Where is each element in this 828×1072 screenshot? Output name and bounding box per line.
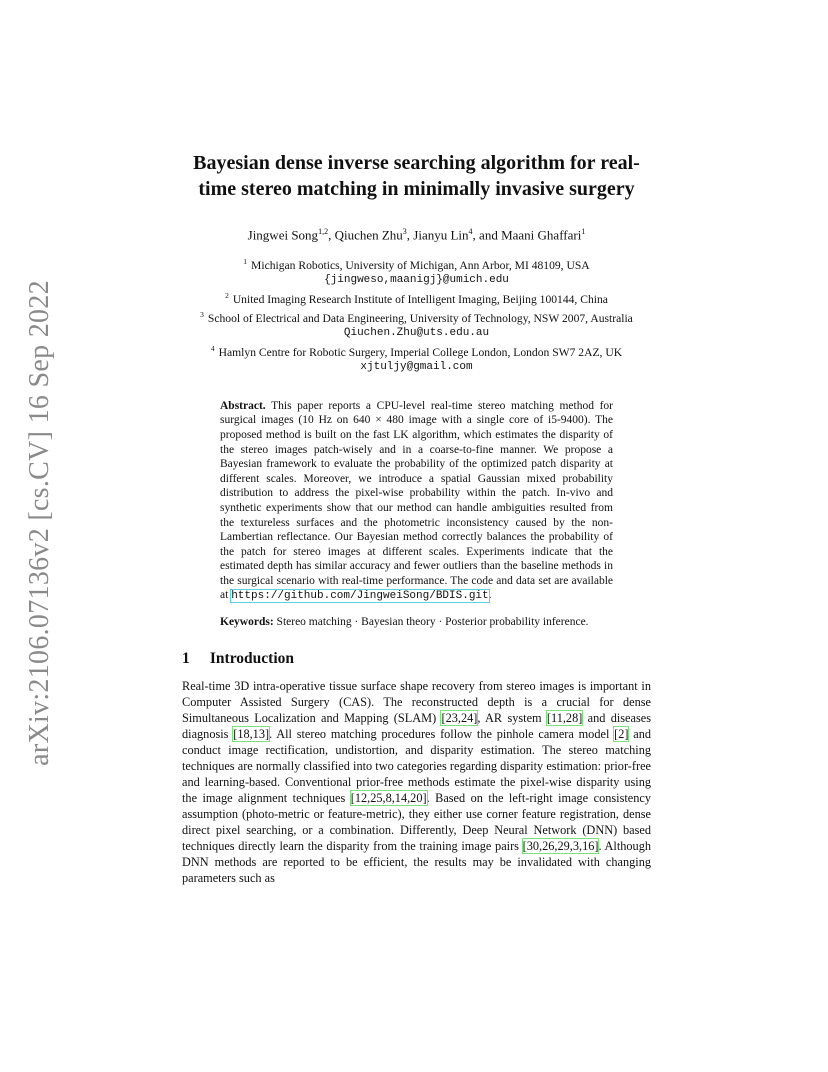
affiliation-number: 2 (225, 291, 229, 301)
paper-title: Bayesian dense inverse searching algorithm for real-time stereo matching in minimally invasive surgery (193, 152, 640, 200)
author-name: Jingwei Song (247, 227, 319, 243)
citation-link[interactable]: [18,13] (233, 727, 270, 742)
citation-link[interactable]: [23,24] (441, 711, 478, 726)
citation-link[interactable]: [11,28] (546, 711, 583, 726)
citation-link[interactable]: [30,26,29,3,16] (522, 839, 599, 854)
keywords-label: Keywords: (220, 616, 274, 629)
affiliation (182, 254, 651, 273)
author-name: Jianyu Lin (413, 227, 469, 243)
intro-text: . All stereo matching procedures follow the pinhole camera model (269, 727, 615, 742)
section-heading (182, 650, 651, 668)
author-affiliation-mark: 1 (581, 227, 586, 236)
code-repository-link[interactable]: https://github.com/JingweiSong/BDIS.git (231, 590, 489, 603)
affiliation-number: 3 (200, 310, 204, 320)
intro-text: . Based on the left-right image consistency assumption (photo-metric or feature-metric), they either use corner feature registration, dense direct pixel searching, or a combination. Differently, Deep Neural Network (DNN) based techniques directly learn the disparity from the training image pairs (182, 791, 651, 854)
keywords (220, 616, 613, 628)
author-name: Qiuchen Zhu (334, 227, 403, 243)
intro-text: , AR system (477, 711, 547, 726)
affiliation-number: 4 (210, 343, 215, 353)
intro-text: and diseases diagnosis (182, 711, 652, 742)
abstract-label: Abstract. (220, 399, 266, 412)
author-affiliation-mark: 1,2 (318, 227, 329, 236)
affiliation-list (182, 254, 651, 374)
author-separator: , and (472, 227, 502, 243)
affiliation-text: School of Electrical and Data Engineering, University of Technology, NSW 2007, Australia (207, 311, 633, 325)
affiliation (182, 307, 651, 326)
author-separator: , (406, 227, 414, 243)
arxiv-identifier-stamp (22, 280, 58, 766)
intro-text: . Although DNN methods are reported to be efficient, the results may be invalidated with changing parameters such as (182, 839, 651, 886)
author-affiliation-mark: 3 (402, 227, 407, 236)
keywords-text: Stereo matching · Bayesian theory · Posterior probability inference. (276, 616, 589, 629)
arxiv-stamp-text: arXiv:2106.07136v2 [cs.CV] 16 Sep 2022 (24, 280, 55, 766)
affiliation-text: Hamlyn Centre for Robotic Surgery, Imperial College London, London SW7 2AZ, UK (218, 345, 623, 359)
affiliation-text: United Imaging Research Institute of Intelligent Imaging, Beijing 100144, China (232, 293, 608, 307)
abstract (220, 399, 613, 604)
paper-page (182, 150, 651, 886)
affiliation (182, 288, 651, 307)
affiliation (182, 341, 651, 360)
author-name: Maani Ghaffari (501, 227, 582, 243)
author-list (182, 227, 651, 243)
abstract-text: This paper reports a CPU-level real-time stereo matching method for surgical images (10 Hz on 640 × 480 image with a single core of i5-9400). The proposed method is built on the fast LK algorithm, which estimates the disparity of the stereo images patch-wisely and in a coarse-to-fine manner. We propose a Bayesian framework to evaluate the probability of the optimized patch disparity at different scales. Moreover, we introduce a spatial Gaussian mixed probability distribution to address the pixel-wise probability within the patch. In-vivo and synthetic experiments show that our method can handle ambiguities resulted from the textureless surfaces and the photometric inconsistency caused by the non-Lambertian reflectance. Our Bayesian method correctly balances the probability of the patch for stereo images at different scales. Experiments indicate that the estimated depth has similar accuracy and fewer outliers than the baseline methods in the surgical scenario with real-time performance. The code and data set are available at (220, 399, 614, 602)
citation-link[interactable]: [2] (614, 727, 629, 742)
author-affiliation-mark: 4 (468, 227, 473, 236)
citation-link[interactable]: [12,25,8,14,20] (350, 791, 427, 806)
section-number: 1 (182, 650, 190, 668)
author-separator: , (328, 227, 335, 243)
intro-text: and conduct image rectification, undistortion, and disparity estimation. The stereo matching techniques are normally classified into two categories regarding disparity estimation: prior-free and learning-based. Conventional prior-free methods estimate the pixel-wise disparity using the image alignment techniques (182, 727, 651, 806)
affiliation-email: xjtuljy@gmail.com (360, 360, 473, 373)
section-title: Introduction (209, 650, 294, 668)
abstract-end: . (488, 589, 492, 602)
affiliation-email: {jingweso,maanigj}@umich.edu (324, 274, 509, 287)
affiliation-email: Qiuchen.Zhu@uts.edu.au (343, 326, 490, 339)
intro-text: Real-time 3D intra-operative tissue surface shape recovery from stereo images is important in Computer Assisted Surgery (CAS). The reconstructed depth is a crucial for dense Simultaneous Localization and Mapping (SLAM) (182, 679, 651, 726)
affiliation-text: Michigan Robotics, University of Michigan, Ann Arbor, MI 48109, USA (251, 259, 590, 273)
introduction-paragraph (182, 678, 651, 886)
affiliation-number: 1 (243, 257, 248, 267)
